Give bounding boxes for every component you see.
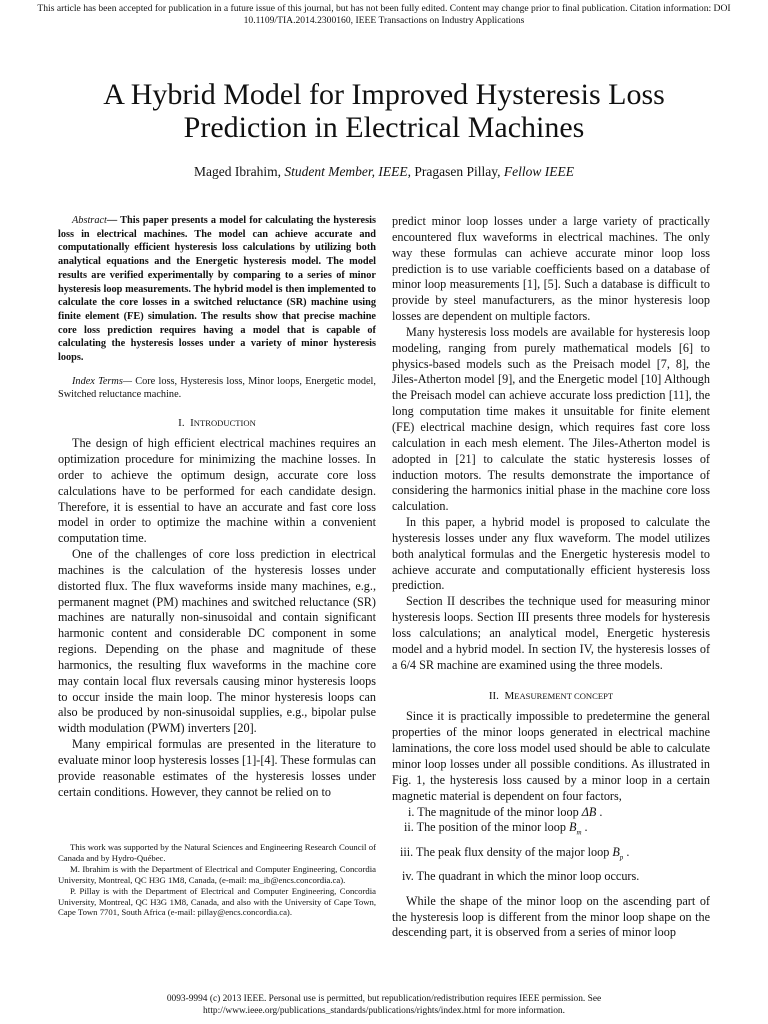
copyright-footer bbox=[40, 994, 728, 1017]
right-column bbox=[392, 214, 710, 941]
author-line bbox=[40, 164, 728, 180]
abstract-label: Abstract bbox=[72, 215, 107, 226]
notice-line-1: This article has been accepted for publication in a future issue of this journal, but has not been fully edited. Content may change prior to final publication. Citation information: DOI bbox=[37, 3, 731, 14]
footnotes bbox=[58, 842, 376, 918]
section-number: I. bbox=[178, 417, 185, 430]
title-line-2: Prediction in Electrical Machines bbox=[183, 111, 585, 144]
factor-text: iii. The peak flux density of the major loop bbox=[400, 844, 610, 859]
bm-symbol bbox=[568, 820, 582, 837]
intro-paragraph: Many empirical formulas are presented in the literature to evaluate minor loop hysteresis losses [1]-[4]. These formulas can provide reasonable estimates of the hysteresis losses under certain conditions. However, they cannot be relied on to bbox=[58, 737, 376, 799]
section-heading-introduction bbox=[58, 416, 376, 430]
author-1: Maged Ibrahim, bbox=[193, 164, 281, 179]
section-heading-rest: EASUREMENT CONCEPT bbox=[514, 691, 614, 702]
body-paragraph: Section II describes the technique used for measuring minor hysteresis loops. Section III presents three models for hysteresis loss calculations; an analytical model, Energetic hysteresis model and a hybrid model. In section IV, the hysteresis losses of a 6/4 SR machine are examined using the three models. bbox=[392, 594, 710, 672]
body-paragraph: predict minor loop losses under a large variety of practically encountered flux waveforms in electrical machines. The only way these formulas can achieve accurate minor loop loss prediction is to use variable coefficients based on a database of minor loop measurements [1], [5]. Such a database is difficult to provide by steel manufacturers, as the minor hysteresis loop losses are dependent on multiple factors. bbox=[392, 214, 710, 324]
factor-item-3 bbox=[392, 845, 710, 866]
author-1-membership: Student Member, IEEE bbox=[284, 164, 408, 179]
footnote-funding: This work was supported by the Natural Sciences and Engineering Research Council of Canada and by Hydro-Québec. bbox=[58, 842, 376, 863]
title-line-1: A Hybrid Model for Improved Hysteresis Loss bbox=[103, 78, 665, 111]
factor-punct: . bbox=[626, 844, 630, 859]
body-paragraph: In this paper, a hybrid model is proposed to calculate the hysteresis losses under any flux waveform. The model utilizes both analytical formulas and the Energetic hysteresis model to achieve accurate and computationally efficient hysteresis loss prediction. bbox=[392, 515, 710, 593]
author-separator: , Pragasen Pillay, bbox=[407, 164, 501, 179]
section-number: II. bbox=[488, 690, 499, 703]
measurement-paragraph: Since it is practically impossible to predetermine the general properties of the minor loops generated in electrical machine laminations, the core loss model used should be able to calculate minor loop losses under all possible conditions. As illustrated in Fig. 1, the hysteresis loss caused by a minor loop in a certain magnetic material is dependent on four factors, bbox=[392, 709, 710, 803]
factor-item-1 bbox=[392, 805, 710, 821]
abstract bbox=[58, 214, 376, 365]
intro-paragraph: The design of high efficient electrical machines requires an optimization procedure for minimizing the machine losses. In order to achieve the optimum design, accurate core loss calculations have to be performed for each candidate design. Therefore, it is essential to have an accurate and fast core loss model in order to optimize the machine within a convenient computation time. bbox=[58, 436, 376, 546]
body-paragraph: Many hysteresis loss models are available for hysteresis loop modeling, ranging from purely mathematical models [6] to physics-based models such as the Preisach model [7, 8], the Jiles-Atherton model [9], and the Energetic model [10] Although the Preisach model can achieve accurate loss prediction [11], the long computation time makes it unsuitable for finite element (FE) electrical machine design, which requires fast core loss calculation in each mesh element. The Jiles-Atherton model is adopted in [21] to calculate the static hysteresis losses of induction motors. The results demonstrate the importance of considering the harmonics initial phase in the machine core loss calculation. bbox=[392, 324, 710, 514]
intro-paragraph: One of the challenges of core loss prediction in electrical machines is the calculation of the hysteresis losses under distorted flux. The flux waveforms inside many machines, e.g., permanent magnet (PM) machines and switched reluctance (SR) machines are naturally non-sinusoidal and contain significant harmonic content and considerable DC component in some regions. Depending on the phase and magnitude of these harmonics, the resulting flux waveforms in the machine core may contain local flux reversals causing minor hysteresis loops to occur inside the main loop. The minor hysteresis loops can also be produced by non-sinusoidal supplies, e.g., bipolar pulse width modulation (PWM) inverters [20]. bbox=[58, 547, 376, 736]
footer-line-1: 0093-9994 (c) 2013 IEEE. Personal use is permitted, but republication/redistribution requires IEEE permission. See bbox=[166, 994, 602, 1004]
symbol-base: B bbox=[612, 844, 620, 859]
bp-symbol bbox=[612, 844, 624, 862]
index-terms-label: Index Terms— bbox=[72, 375, 133, 387]
section-heading-measurement bbox=[392, 689, 710, 703]
factor-text: i. The magnitude of the minor loop bbox=[408, 804, 579, 819]
delta-b-symbol: ΔB bbox=[581, 804, 597, 819]
symbol-subscript: p bbox=[619, 853, 624, 862]
paper-title bbox=[40, 78, 728, 144]
footer-line-2: http://www.ieee.org/publications_standards/publications/rights/index.html for more information. bbox=[203, 1005, 565, 1016]
factor-item-2 bbox=[392, 820, 710, 841]
section-heading-initial: M bbox=[504, 690, 515, 703]
symbol-subscript: m bbox=[576, 828, 582, 837]
notice-line-2: 10.1109/TIA.2014.2300160, IEEE Transactions on Industry Applications bbox=[243, 15, 525, 26]
body-paragraph: While the shape of the minor loop on the ascending part of the hysteresis loop is different from the minor loop shape on the descending part, it is observed from a series of minor loop bbox=[392, 893, 710, 940]
author-2-membership: Fellow IEEE bbox=[503, 164, 575, 179]
factor-text: ii. The position of the minor loop bbox=[404, 820, 566, 835]
symbol-base: B bbox=[568, 820, 577, 835]
footnote-author-2: P. Pillay is with the Department of Electrical and Computer Engineering, Concordia University, Montreal, QC H3G 1M8, Canada, and also with the University of Cape Town, Cape Town 7701, South Africa (e-mail: pillay@encs.concordia.ca). bbox=[58, 885, 376, 918]
section-heading-rest: NTRODUCTION bbox=[193, 418, 256, 429]
factor-item-4: iv. The quadrant in which the minor loop occurs. bbox=[402, 868, 640, 883]
abstract-dash: — bbox=[106, 215, 118, 226]
factor-punct: . bbox=[584, 820, 588, 835]
index-terms bbox=[58, 375, 376, 402]
factor-punct: . bbox=[599, 804, 603, 819]
section-heading-initial: I bbox=[190, 417, 194, 430]
left-column bbox=[58, 214, 376, 801]
publication-notice bbox=[12, 3, 756, 27]
abstract-text: This paper presents a model for calculating the hysteresis loss in electrical machines. The model can achieve accurate and computationally efficient hysteresis loss calculations by utilizing both analytical equations and the Energetic hysteresis model. The model results are verified experimentally by comparing to a series of minor hysteresis loop measurements. The hybrid model is then implemented to calculate the core losses in a switched reluctance (SR) machine using finite element (FE) simulation. The results show that precise machine core loss prediction requires having a model that is capable of calculating the hysteresis losses under a variety of minor hysteresis loops. bbox=[58, 215, 376, 364]
footnote-author-1: M. Ibrahim is with the Department of Electrical and Computer Engineering, Concordia University, Montreal, QC H3G 1M8, Canada, (e-mail: ma_ib@encs.concordia.ca). bbox=[58, 863, 376, 885]
index-terms-text: Core loss, Hysteresis loss, Minor loops, Energetic model, Switched reluctance machine. bbox=[58, 375, 376, 401]
